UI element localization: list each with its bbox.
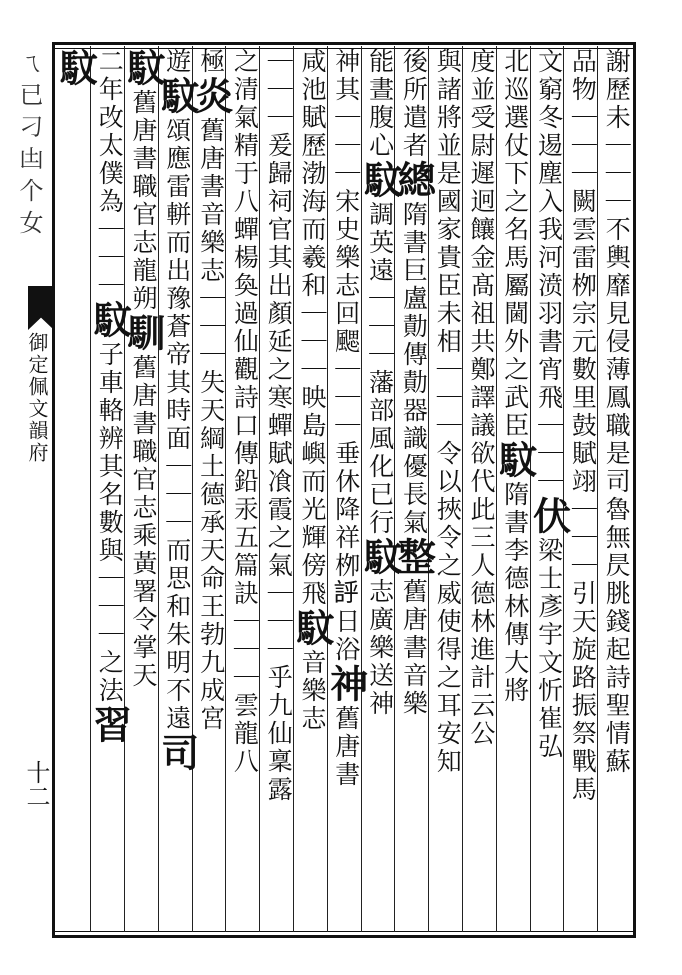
headword: 總 [391, 160, 437, 201]
headword: 整 [391, 537, 437, 578]
column-text: 舊唐書音樂 [399, 578, 429, 718]
headword: 炎 [188, 76, 234, 117]
text-column [188, 48, 234, 932]
text-column [526, 48, 572, 932]
headword: 馼 [87, 300, 133, 341]
headword: 馼 [290, 608, 335, 649]
folio-number: 十二 [22, 760, 50, 808]
headword: 馼 [357, 160, 403, 201]
text-column [154, 48, 200, 932]
column-text: 舊唐書 [331, 705, 361, 789]
column-text: 舊唐書職官志乘黃署令掌天 [129, 354, 158, 690]
headword: 神 [323, 664, 369, 705]
text-column [290, 48, 335, 932]
headword: 馼 [53, 48, 99, 89]
text-column [53, 48, 99, 932]
column-text: ｜｜｜爰歸祠官其出顏延之寒蟬賦飡霞之氣｜｜｜乎九仙稟露 [264, 48, 294, 804]
text-column [492, 48, 538, 932]
column-text: 文窮冬逷塵入我河𣸣羽書宵飛｜｜｜ [534, 48, 564, 496]
headword: 伏 [526, 496, 572, 537]
text-column [226, 48, 262, 932]
column-text: 音樂志 [298, 649, 327, 733]
headword: 馴 [121, 313, 166, 354]
headword: 習 [87, 705, 133, 746]
column-text: 之清氣精于八蟬楊奐過仙觀詩口傳鉛汞五篇訣｜｜｜雲龍八 [230, 48, 260, 776]
margin-section-label: ㄟ已刁凷个女 [15, 50, 43, 242]
headword: 馼 [121, 48, 166, 89]
text-column [564, 48, 600, 932]
column-text: 北巡選仗下之名馬屬閫外之武臣 [500, 48, 530, 440]
text-column [463, 48, 499, 932]
column-text: 梁士彥宇文忻崔弘 [534, 537, 564, 761]
book-title: 御定佩文韻府 [25, 332, 49, 464]
text-column [598, 48, 634, 932]
column-text: 遊 [162, 48, 192, 76]
column-text: 志廣樂送神 [365, 578, 395, 718]
column-text: 隋書李德林傳大將 [500, 481, 530, 705]
column-text: 神其｜｜｜宋史樂志回颸｜｜｜垂休降祥栁𧦝日浴 [331, 48, 361, 664]
column-text: 隋書巨盧勣傳勣器識優長氣 [399, 201, 429, 537]
text-column [260, 48, 296, 932]
column-text: 子車輅辨其名數與｜｜｜之法 [95, 341, 125, 705]
column-text: 咸池賦歷渤海而羲和｜｜｜映島嶼而光輝傍飛 [298, 48, 327, 608]
column-text: 調英遠｜｜｜藩部風化已行 [365, 201, 395, 537]
text-column [323, 48, 369, 932]
column-text: 二年改太僕為｜｜｜ [95, 48, 125, 300]
headword: 司 [154, 733, 200, 774]
column-text: 頌應雷軿而出豫蒼帝其時面｜｜｜而思和朱明不遠 [162, 117, 192, 733]
column-text: 舊唐書音樂志｜｜｜失天綱土德承天命王勃九成宮 [196, 117, 226, 733]
text-column [121, 48, 166, 932]
headword: 馼 [357, 537, 403, 578]
column-text: 謝歷未｜｜｜不輿靡見侵薄鳳職是司魯無昃朓錢起詩聖情蘇 [602, 48, 632, 776]
column-text: 品物｜｜｜闕雲雷栁宗元數里鼓賦翊｜｜｜引天旋路振祭戰馬 [568, 48, 598, 804]
column-text: 度並受尉遲迥饟金髙祖共鄭譯議欲代此三人德林進計云公 [467, 48, 496, 748]
column-text: 能晝腹心 [365, 48, 395, 160]
text-column [357, 48, 403, 932]
text-column [87, 48, 133, 932]
column-text: 後所遣者 [399, 48, 429, 160]
column-text: 與諸將並是國家貴臣未相｜｜｜令以挾令之威使得之耳安知 [433, 48, 463, 776]
column-text: 舊唐書職官志龍朔 [129, 89, 158, 313]
headword: 馼 [154, 76, 200, 117]
column-text: 極 [196, 48, 226, 76]
headword: 馼 [492, 440, 538, 481]
